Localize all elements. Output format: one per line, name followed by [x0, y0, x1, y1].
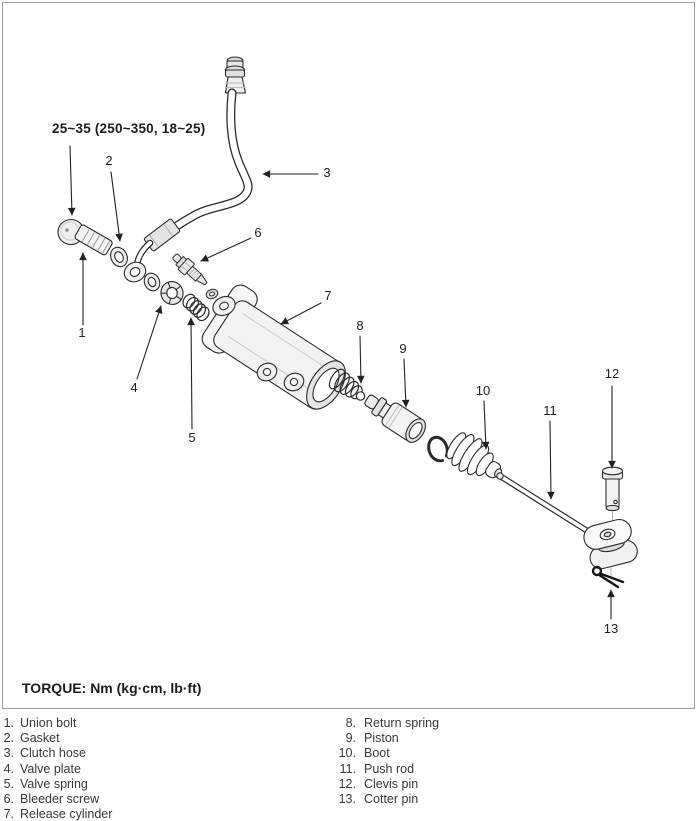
legend-item — [3, 716, 323, 731]
legend-item-label: Boot — [364, 746, 390, 761]
leader-5 — [191, 318, 192, 429]
torque-note: TORQUE: Nm (kg·cm, lb·ft) — [22, 680, 202, 696]
leader-2 — [111, 172, 120, 241]
legend-item-number: 1. — [3, 716, 14, 730]
legend-item-number: 6. — [3, 792, 14, 807]
callout-13: 13 — [603, 621, 619, 636]
legend-item-number: 4. — [3, 761, 14, 776]
callout-9: 9 — [399, 341, 407, 356]
leader-4 — [137, 306, 161, 379]
legend-item-label: Clutch hose — [20, 746, 87, 761]
legend-item-label: Release cylinder — [20, 807, 113, 821]
legend-item — [330, 762, 690, 777]
union-bolt-part — [58, 220, 113, 256]
callout-8: 8 — [356, 318, 364, 333]
leader-11 — [550, 421, 551, 499]
callout-7: 7 — [324, 288, 332, 303]
legend-item-number: 3. — [3, 746, 14, 761]
legend-item-number: 5. — [3, 776, 14, 791]
legend-item-label: Cotter pin — [364, 792, 419, 807]
leader-8 — [360, 336, 361, 383]
legend-item — [330, 716, 690, 731]
legend-item-number: 7. — [3, 807, 14, 821]
boot-part — [441, 427, 511, 491]
legend-item — [330, 746, 690, 761]
legend-column-right — [330, 716, 690, 807]
callout-6: 6 — [254, 225, 262, 240]
legend-item-label: Gasket — [20, 731, 60, 746]
legend-item-number: 10. — [338, 746, 356, 761]
leader-10 — [484, 401, 486, 449]
legend-item-label: Union bolt — [20, 716, 77, 730]
legend-item-number: 11. — [339, 761, 356, 776]
leader-7 — [281, 303, 321, 324]
leader-9 — [404, 359, 406, 407]
legend-item — [3, 792, 323, 807]
legend-item-number: 13. — [338, 792, 356, 807]
legend-item-label: Return spring — [364, 716, 440, 730]
piston-part — [360, 388, 430, 446]
legend-item-label: Clevis pin — [364, 776, 419, 791]
legend-item-label: Piston — [364, 731, 399, 746]
bleeder-seat — [205, 288, 219, 301]
legend-item-label: Valve spring — [20, 776, 88, 791]
push-rod-part — [497, 473, 597, 537]
legend-item-number: 8. — [345, 716, 356, 730]
legend-item — [3, 731, 323, 746]
legend-item — [3, 777, 323, 792]
legend-item — [3, 762, 323, 777]
valve-plate-part — [158, 278, 187, 307]
callout-4: 4 — [130, 380, 138, 395]
legend-item-number: 9. — [345, 731, 356, 746]
legend-item-label: Push rod — [364, 761, 415, 776]
legend-item-number: 2. — [3, 731, 14, 746]
leader-torque — [70, 146, 72, 215]
callout-12: 12 — [604, 366, 620, 381]
torque-spec-label: 25~35 (250~350, 18~25) — [52, 121, 206, 136]
snap-ring — [426, 435, 451, 463]
legend-column-left — [3, 716, 323, 821]
legend-item-label: Valve plate — [20, 761, 81, 776]
legend-item-label: Bleeder screw — [20, 792, 100, 807]
callout-2: 2 — [105, 153, 113, 168]
callout-10: 10 — [475, 383, 491, 398]
legend-item — [3, 746, 323, 761]
callout-3: 3 — [323, 165, 331, 180]
leader-6 — [201, 238, 251, 261]
legend-item — [3, 807, 323, 821]
clevis-fork — [581, 517, 639, 572]
callout-11: 11 — [543, 403, 557, 418]
callout-1: 1 — [78, 325, 86, 340]
legend-item-number: 12. — [338, 776, 356, 791]
clutch-hose-part — [121, 57, 248, 286]
callout-5: 5 — [188, 430, 196, 445]
cotter-pin-part — [593, 567, 623, 587]
legend-item — [330, 777, 690, 792]
legend-item — [330, 731, 690, 746]
legend-item — [330, 792, 690, 807]
